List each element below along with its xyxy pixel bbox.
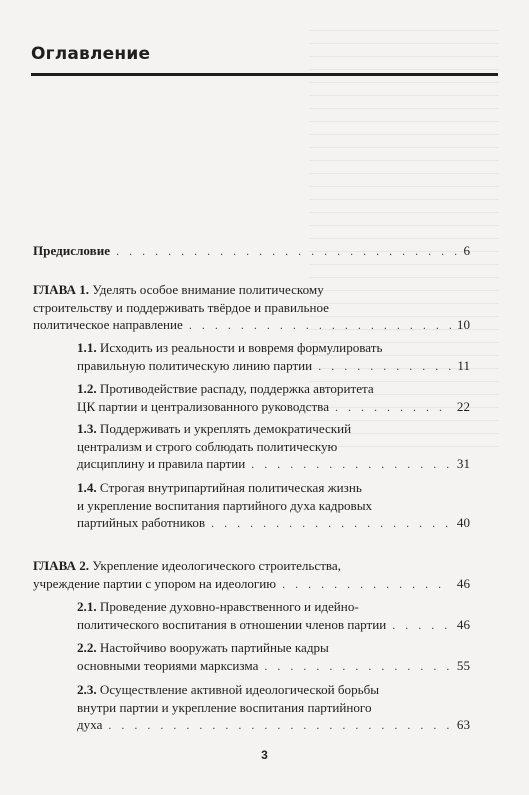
toc-page-number: 22 [456, 398, 470, 414]
toc-entry-section-2-2[interactable] [77, 639, 470, 675]
toc-entry-prefix: 2.1. [77, 599, 97, 614]
leader-dots [189, 317, 451, 335]
toc-entry-title-line: политического воспитания в отношении членов партии [77, 616, 387, 632]
toc-entry-prefix: 1.2. [77, 381, 97, 396]
toc-entry-title-line: дисциплину и правила партии [77, 456, 246, 471]
leader-dots [251, 456, 451, 474]
toc-entry-title-line: Уделять особое внимание политическому [92, 282, 324, 297]
toc-entry-section-1-1[interactable] [77, 339, 470, 375]
toc-entry-title: Предисловие [33, 243, 111, 258]
toc-entry-chapter-1[interactable] [33, 281, 470, 335]
toc-page-number: 55 [456, 657, 470, 673]
toc-entry-section-2-3[interactable] [77, 681, 470, 735]
toc-entry-title-line: Строгая внутрипартийная политическая жизнь [99, 480, 362, 495]
toc-entry-section-1-4[interactable] [77, 479, 470, 533]
toc-entry-title-line: Осуществление активной идеологической борьбы [99, 682, 380, 697]
leader-dots [211, 515, 451, 533]
toc-entry-title-line: ЦК партии и централизованного руководства [77, 398, 330, 414]
toc-entry-section-2-1[interactable] [77, 598, 470, 634]
toc-entry-title-line: Проведение духовно-нравственного и идейно- [99, 599, 359, 614]
toc-entry-title-line: политическое направление [33, 317, 183, 332]
toc-entry-title-line: Противодействие распаду, поддержка авторитета [99, 381, 374, 396]
toc-entry-title-line: внутри партии и укрепление воспитания партийного [77, 699, 372, 715]
toc-entry-prefix: 2.2. [77, 640, 97, 655]
toc-page-number: 46 [456, 616, 470, 632]
toc-entry-title-line: строительству и поддерживать твёрдое и правильное [33, 299, 329, 315]
toc-entry-title-line: учреждение партии с упором на идеологию [33, 575, 277, 591]
toc-entry-prefix: 2.3. [77, 682, 97, 697]
toc-entry-prefix: ГЛАВА 2. [33, 558, 90, 573]
toc-entry-title-line: централизм и строго соблюдать политическую [77, 438, 338, 454]
toc-entry-prefix: ГЛАВА 1. [33, 282, 90, 297]
toc-entry-title-line: духа [77, 717, 103, 732]
toc-page-number: 10 [456, 317, 470, 332]
toc-entry-title-line: партийных работников [77, 515, 206, 530]
toc-entry-title-line: Поддерживать и укреплять демократический [99, 421, 352, 436]
leader-dots [116, 243, 457, 261]
leader-dots [318, 358, 451, 376]
toc-page-number: 40 [456, 515, 470, 530]
toc-entry-preface[interactable] [33, 242, 470, 261]
toc-entry-title-line: и укрепление воспитания партийного духа кадровых [77, 497, 373, 513]
leader-dots [335, 399, 451, 417]
toc-entry-prefix: 1.1. [77, 340, 97, 355]
leader-dots [392, 617, 451, 635]
toc-entry-title-line: правильную политическую линию партии [77, 357, 313, 373]
toc-entry-prefix: 1.4. [77, 480, 97, 495]
toc-entry-title-line: Исходить из реальности и вовремя формулировать [99, 340, 383, 355]
toc-entry-section-1-3[interactable] [77, 420, 470, 474]
toc-entry-title-line: Настойчиво вооружать партийные кадры [99, 640, 329, 655]
toc-page-number: 11 [457, 357, 470, 373]
toc-entry-title-line: основными теориями марксизма [77, 657, 259, 673]
toc-entry-prefix: 1.3. [77, 421, 97, 436]
leader-dots [108, 717, 451, 735]
toc-page-number: 31 [456, 456, 470, 471]
toc-page-number: 6 [463, 243, 470, 258]
toc-entry-title-line: Укрепление идеологического строительства, [92, 558, 342, 573]
page-title: Оглавление [31, 44, 151, 64]
toc-page-number: 63 [456, 717, 470, 732]
leader-dots [264, 658, 450, 676]
page-number: 3 [261, 748, 268, 762]
leader-dots [282, 576, 451, 594]
toc-page-number: 46 [456, 575, 470, 591]
toc-entry-section-1-2[interactable] [77, 380, 470, 416]
toc-entry-chapter-2[interactable] [33, 557, 470, 593]
